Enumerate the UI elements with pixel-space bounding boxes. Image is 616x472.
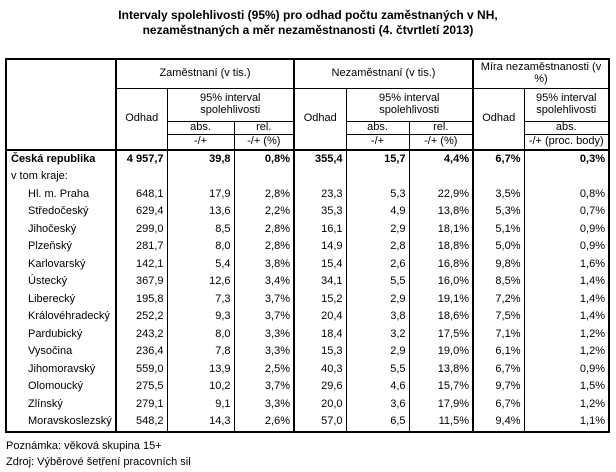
value-cell: 14,9 bbox=[294, 239, 346, 257]
value-cell: 2,8 bbox=[346, 239, 409, 257]
value-cell: 7,3 bbox=[167, 291, 234, 309]
value-cell: 5,3% bbox=[473, 204, 524, 222]
value-cell: 629,4 bbox=[116, 204, 167, 222]
unemployed-abs-sign-header: -/+ bbox=[346, 134, 409, 150]
value-cell: 9,8% bbox=[473, 256, 524, 274]
value-cell: 12,6 bbox=[167, 274, 234, 292]
value-cell: 548,2 bbox=[116, 414, 167, 433]
value-cell: 6,7% bbox=[473, 361, 524, 379]
value-cell: 2,2% bbox=[234, 204, 294, 222]
value-cell: 9,1 bbox=[167, 396, 234, 414]
value-cell: 236,4 bbox=[116, 344, 167, 362]
value-cell: 8,5% bbox=[473, 274, 524, 292]
value-cell: 16,1 bbox=[294, 221, 346, 239]
unemployed-rel-header: rel. bbox=[409, 121, 473, 134]
value-cell: 3,3% bbox=[234, 326, 294, 344]
value-cell: 5,1% bbox=[473, 221, 524, 239]
value-cell: 6,7% bbox=[473, 396, 524, 414]
value-cell: 4,4% bbox=[409, 150, 473, 169]
value-cell: 6,7% bbox=[473, 150, 524, 169]
value-cell: 2,6 bbox=[346, 256, 409, 274]
unemployed-interval-header: 95% interval spolehlivosti bbox=[346, 88, 473, 121]
value-cell: 559,0 bbox=[116, 361, 167, 379]
value-cell: 1,4% bbox=[524, 309, 609, 327]
value-cell: 3,8 bbox=[346, 309, 409, 327]
value-cell: 3,7% bbox=[234, 379, 294, 397]
table-row bbox=[6, 186, 609, 204]
group-header-unemployed: Nezaměstnaní (v tis.) bbox=[294, 59, 473, 88]
value-cell: 279,1 bbox=[116, 396, 167, 414]
region-label: Plzeňský bbox=[6, 239, 116, 257]
region-column-header bbox=[6, 59, 116, 150]
table-row bbox=[6, 204, 609, 222]
value-cell: 16,0% bbox=[409, 274, 473, 292]
region-label: Pardubický bbox=[6, 326, 116, 344]
value-cell bbox=[524, 169, 609, 187]
employed-rel-sign-header: -/+ (%) bbox=[234, 134, 294, 150]
table-row bbox=[6, 326, 609, 344]
value-cell: 4,6 bbox=[346, 379, 409, 397]
value-cell: 142,1 bbox=[116, 256, 167, 274]
region-label: Zlínský bbox=[6, 396, 116, 414]
region-label: Hl. m. Praha bbox=[6, 186, 116, 204]
table-row bbox=[6, 150, 609, 169]
value-cell: 1,4% bbox=[524, 274, 609, 292]
value-cell: 35,3 bbox=[294, 204, 346, 222]
value-cell: 18,6% bbox=[409, 309, 473, 327]
value-cell: 15,4 bbox=[294, 256, 346, 274]
group-header-employed: Zaměstnaní (v tis.) bbox=[116, 59, 294, 88]
value-cell: 8,0 bbox=[167, 239, 234, 257]
value-cell: 18,4 bbox=[294, 326, 346, 344]
value-cell: 5,0% bbox=[473, 239, 524, 257]
value-cell: 0,3% bbox=[524, 150, 609, 169]
value-cell: 299,0 bbox=[116, 221, 167, 239]
value-cell: 2,8% bbox=[234, 221, 294, 239]
value-cell: 13,6 bbox=[167, 204, 234, 222]
title-line-2: nezaměstnaných a měr nezaměstnanosti (4. čtvrtletí 2013) bbox=[142, 23, 474, 37]
value-cell: 3,7% bbox=[234, 309, 294, 327]
value-cell: 0,8% bbox=[524, 186, 609, 204]
value-cell: 2,8% bbox=[234, 239, 294, 257]
value-cell: 40,3 bbox=[294, 361, 346, 379]
value-cell: 19,0% bbox=[409, 344, 473, 362]
value-cell: 3,8% bbox=[234, 256, 294, 274]
value-cell: 5,5 bbox=[346, 361, 409, 379]
table-row bbox=[6, 344, 609, 362]
value-cell: 57,0 bbox=[294, 414, 346, 433]
table-row bbox=[6, 274, 609, 292]
unemployed-estimate-header: Odhad bbox=[294, 88, 346, 150]
value-cell bbox=[409, 169, 473, 187]
value-cell: 3,3% bbox=[234, 344, 294, 362]
region-label: Liberecký bbox=[6, 291, 116, 309]
region-label: Ústecký bbox=[6, 274, 116, 292]
value-cell: 22,9% bbox=[409, 186, 473, 204]
value-cell: 15,2 bbox=[294, 291, 346, 309]
value-cell: 17,9 bbox=[167, 186, 234, 204]
value-cell: 5,5 bbox=[346, 274, 409, 292]
rate-abs-header: abs. bbox=[524, 121, 609, 134]
value-cell bbox=[473, 169, 524, 187]
value-cell: 18,8% bbox=[409, 239, 473, 257]
value-cell: 355,4 bbox=[294, 150, 346, 169]
note-text: Poznámka: věková skupina 15+ bbox=[6, 440, 162, 452]
value-cell: 9,4% bbox=[473, 414, 524, 433]
page-title bbox=[0, 0, 616, 38]
rate-abs-sign-header: -/+ (proc. body) bbox=[524, 134, 609, 150]
value-cell: 1,2% bbox=[524, 326, 609, 344]
value-cell: 15,7 bbox=[346, 150, 409, 169]
region-label: Česká republika bbox=[6, 150, 116, 169]
table-row bbox=[6, 256, 609, 274]
value-cell: 5,3 bbox=[346, 186, 409, 204]
value-cell: 0,9% bbox=[524, 361, 609, 379]
table-row bbox=[6, 239, 609, 257]
value-cell: 1,2% bbox=[524, 396, 609, 414]
value-cell: 252,2 bbox=[116, 309, 167, 327]
value-cell bbox=[116, 169, 167, 187]
region-label: v tom kraje: bbox=[6, 169, 116, 187]
table-header bbox=[6, 59, 609, 150]
table-row bbox=[6, 309, 609, 327]
value-cell: 1,4% bbox=[524, 291, 609, 309]
unemployed-abs-header: abs. bbox=[346, 121, 409, 134]
value-cell: 18,1% bbox=[409, 221, 473, 239]
table-body bbox=[6, 150, 609, 432]
region-label: Karlovarský bbox=[6, 256, 116, 274]
value-cell: 6,5 bbox=[346, 414, 409, 433]
table-row bbox=[6, 291, 609, 309]
table-row bbox=[6, 414, 609, 433]
employed-estimate-header: Odhad bbox=[116, 88, 167, 150]
value-cell: 34,1 bbox=[294, 274, 346, 292]
value-cell bbox=[294, 169, 346, 187]
value-cell: 275,5 bbox=[116, 379, 167, 397]
value-cell: 7,2% bbox=[473, 291, 524, 309]
value-cell: 17,5% bbox=[409, 326, 473, 344]
value-cell bbox=[346, 169, 409, 187]
value-cell: 2,9 bbox=[346, 344, 409, 362]
value-cell: 4 957,7 bbox=[116, 150, 167, 169]
value-cell: 8,0 bbox=[167, 326, 234, 344]
value-cell: 7,5% bbox=[473, 309, 524, 327]
value-cell bbox=[234, 169, 294, 187]
value-cell: 1,2% bbox=[524, 344, 609, 362]
value-cell: 3,4% bbox=[234, 274, 294, 292]
value-cell: 1,6% bbox=[524, 256, 609, 274]
value-cell: 9,7% bbox=[473, 379, 524, 397]
region-label: Vysočina bbox=[6, 344, 116, 362]
value-cell: 0,9% bbox=[524, 239, 609, 257]
table-row bbox=[6, 379, 609, 397]
value-cell: 5,4 bbox=[167, 256, 234, 274]
value-cell: 3,7% bbox=[234, 291, 294, 309]
value-cell: 13,9 bbox=[167, 361, 234, 379]
value-cell: 15,7% bbox=[409, 379, 473, 397]
value-cell: 23,3 bbox=[294, 186, 346, 204]
unemployed-rel-sign-header: -/+ (%) bbox=[409, 134, 473, 150]
value-cell: 195,8 bbox=[116, 291, 167, 309]
header-group-row bbox=[6, 59, 609, 88]
value-cell: 14,3 bbox=[167, 414, 234, 433]
region-label: Jihočeský bbox=[6, 221, 116, 239]
value-cell: 0,9% bbox=[524, 221, 609, 239]
value-cell: 16,8% bbox=[409, 256, 473, 274]
value-cell: 13,8% bbox=[409, 204, 473, 222]
value-cell: 20,0 bbox=[294, 396, 346, 414]
region-label: Středočeský bbox=[6, 204, 116, 222]
value-cell: 10,2 bbox=[167, 379, 234, 397]
value-cell: 0,7% bbox=[524, 204, 609, 222]
table-row bbox=[6, 169, 609, 187]
footer-notes bbox=[6, 438, 191, 470]
value-cell: 3,6 bbox=[346, 396, 409, 414]
value-cell: 243,2 bbox=[116, 326, 167, 344]
value-cell: 13,8% bbox=[409, 361, 473, 379]
source-text: Zdroj: Výběrové šetření pracovních sil bbox=[6, 456, 191, 468]
value-cell: 6,1% bbox=[473, 344, 524, 362]
rate-interval-header: 95% interval spolehlivosti bbox=[524, 88, 609, 121]
value-cell: 20,4 bbox=[294, 309, 346, 327]
value-cell: 8,5 bbox=[167, 221, 234, 239]
value-cell: 0,8% bbox=[234, 150, 294, 169]
region-label: Královéhradecký bbox=[6, 309, 116, 327]
employed-abs-sign-header: -/+ bbox=[167, 134, 234, 150]
value-cell: 3,5% bbox=[473, 186, 524, 204]
value-cell: 648,1 bbox=[116, 186, 167, 204]
value-cell: 11,5% bbox=[409, 414, 473, 433]
value-cell: 1,1% bbox=[524, 414, 609, 433]
employed-rel-header: rel. bbox=[234, 121, 294, 134]
table-row bbox=[6, 221, 609, 239]
value-cell: 29,6 bbox=[294, 379, 346, 397]
employed-abs-header: abs. bbox=[167, 121, 234, 134]
group-header-unemployment-rate: Míra nezaměstnanosti (v %) bbox=[473, 59, 609, 88]
value-cell: 2,8% bbox=[234, 186, 294, 204]
value-cell: 281,7 bbox=[116, 239, 167, 257]
value-cell: 39,8 bbox=[167, 150, 234, 169]
region-label: Moravskoslezský bbox=[6, 414, 116, 433]
value-cell: 2,9 bbox=[346, 291, 409, 309]
value-cell bbox=[167, 169, 234, 187]
region-label: Jihomoravský bbox=[6, 361, 116, 379]
value-cell: 19,1% bbox=[409, 291, 473, 309]
table-row bbox=[6, 361, 609, 379]
value-cell: 7,8 bbox=[167, 344, 234, 362]
value-cell: 2,9 bbox=[346, 221, 409, 239]
value-cell: 15,3 bbox=[294, 344, 346, 362]
rate-estimate-header: Odhad bbox=[473, 88, 524, 150]
value-cell: 17,9% bbox=[409, 396, 473, 414]
value-cell: 4,9 bbox=[346, 204, 409, 222]
value-cell: 9,3 bbox=[167, 309, 234, 327]
value-cell: 3,2 bbox=[346, 326, 409, 344]
value-cell: 2,5% bbox=[234, 361, 294, 379]
value-cell: 3,3% bbox=[234, 396, 294, 414]
value-cell: 2,6% bbox=[234, 414, 294, 433]
region-label: Olomoucký bbox=[6, 379, 116, 397]
value-cell: 7,1% bbox=[473, 326, 524, 344]
value-cell: 367,9 bbox=[116, 274, 167, 292]
confidence-intervals-table bbox=[5, 58, 610, 433]
value-cell: 1,5% bbox=[524, 379, 609, 397]
employed-interval-header: 95% interval spolehlivosti bbox=[167, 88, 294, 121]
title-line-1: Intervaly spolehlivosti (95%) pro odhad počtu zaměstnaných v NH, bbox=[118, 8, 498, 22]
table-row bbox=[6, 396, 609, 414]
